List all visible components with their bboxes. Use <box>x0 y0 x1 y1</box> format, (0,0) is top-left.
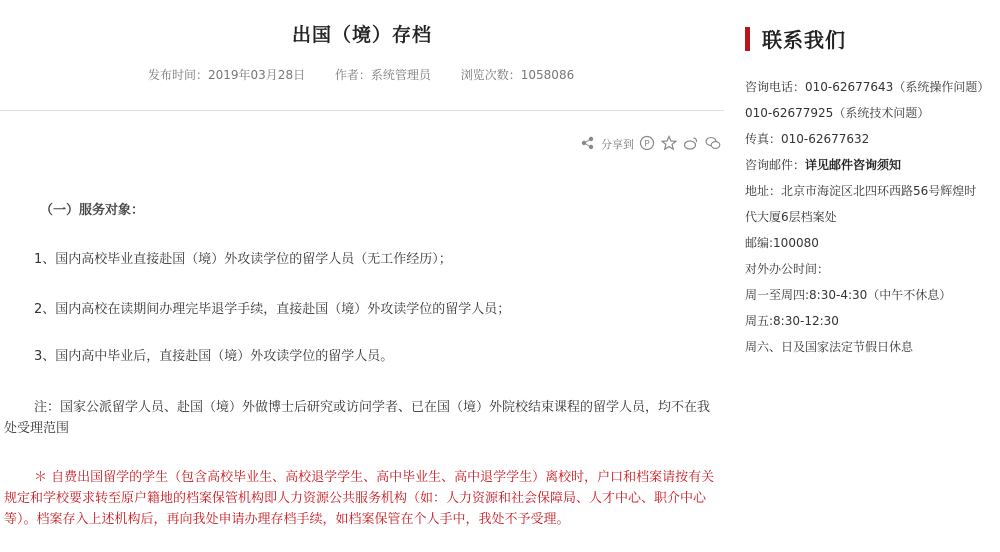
address-line-2: 代大厦6层档案处 <box>745 210 837 224</box>
article-meta <box>148 66 600 83</box>
weibo-icon[interactable] <box>682 135 700 153</box>
page-title: 出国（境）存档 <box>291 24 432 46</box>
author: 作者：系统管理员 <box>334 68 431 82</box>
hours-line-2: 周五:8:30-12:30 <box>745 314 839 328</box>
phone-line-1: 咨询电话：010-62677643（系统操作问题） <box>745 80 990 94</box>
share-bar <box>579 135 722 153</box>
contact-info <box>745 74 1000 360</box>
accent-bar <box>745 27 750 51</box>
email-label: 咨询邮件： <box>745 158 806 172</box>
view-count: 浏览次数：1058086 <box>460 68 575 82</box>
publish-date: 发布时间：2019年03月28日 <box>148 68 306 82</box>
phone-line-2: 010-62677925（系统技术问题） <box>745 106 930 120</box>
postcode-line: 邮编:100080 <box>745 236 819 250</box>
list-item: 3、国内高中毕业后，直接赴国（境）外攻读学位的留学人员。 <box>34 349 394 364</box>
sidebar-title: 联系我们 <box>762 28 846 52</box>
hours-line-1: 周一至周四:8:30-4:30（中午不休息） <box>745 288 952 302</box>
red-notice-paragraph: ＊ 自费出国留学的学生（包含高校毕业生、高校退学学生、高中毕业生、高中退学学生）离校时，户口和档案请按有关规定和学校要求转至原户籍地的档案保管机构即人力资源公共服务机构（如：人力资源和社会保障局、人才中心、职介中心等）。档案存入上述机构后，再向我处申请办理存档手续，如档案保管在个人手中，我处不予受理。 <box>4 470 715 527</box>
sidebar-header <box>745 24 846 53</box>
svg-text:P: P <box>644 139 650 150</box>
list-item: 2、国内高校在读期间办理完毕退学手续，直接赴国（境）外攻读学位的留学人员； <box>34 302 511 317</box>
address-line-1: 地址：北京市海淀区北四环西路56号辉煌时 <box>745 184 977 198</box>
share-label: 分享到 <box>601 138 634 151</box>
hours-line-3: 周六、日及国家法定节假日休息 <box>745 340 914 354</box>
note-paragraph: 注：国家公派留学人员、赴国（境）外做博士后研究或访问学者、已在国（境）外院校结束课程的留学人员，均不在我处受理范围 <box>4 400 711 436</box>
contact-sidebar <box>745 0 1000 552</box>
email-guide-link[interactable]: 详见邮件咨询须知 <box>805 158 902 172</box>
divider <box>0 110 724 111</box>
email-line <box>745 152 1000 178</box>
pinterest-icon[interactable] <box>638 135 656 153</box>
fax-line: 传真：010-62677632 <box>745 132 870 146</box>
share-icon[interactable] <box>579 135 597 153</box>
list-item: 1、国内高校毕业直接赴国（境）外攻读学位的留学人员（无工作经历）； <box>34 252 452 267</box>
star-icon[interactable] <box>660 135 678 153</box>
section-heading: （一）服务对象： <box>40 203 145 218</box>
hours-label: 对外办公时间： <box>745 262 830 276</box>
wechat-icon[interactable] <box>704 135 722 153</box>
